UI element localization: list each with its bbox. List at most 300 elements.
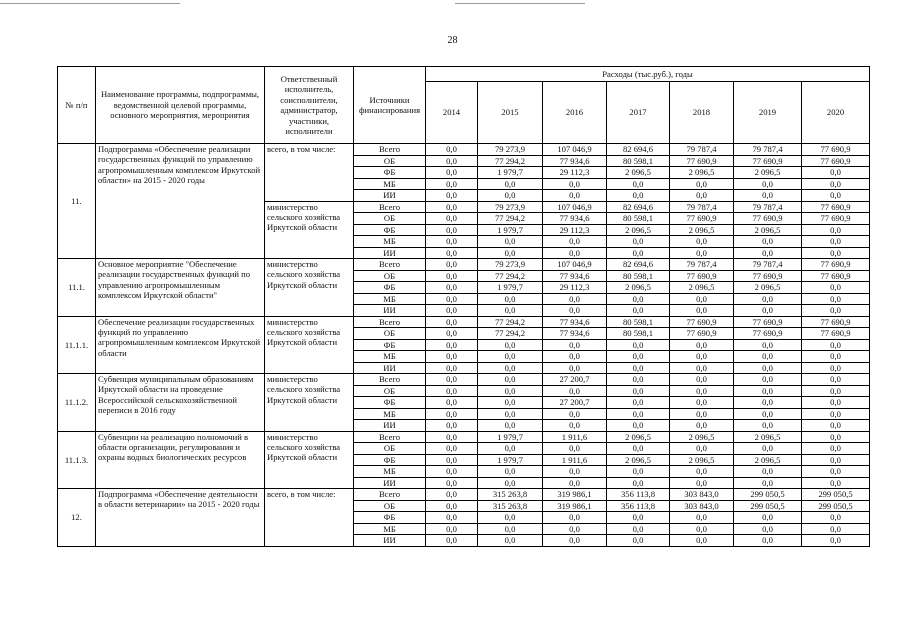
table-row [58,374,870,386]
value-cell: 2 096,5 [607,431,670,443]
value-cell: 2 096,5 [734,454,802,466]
value-cell: 0,0 [734,362,802,374]
value-cell: 0,0 [607,477,670,489]
value-cell: 29 112,3 [543,282,607,294]
value-cell: 0,0 [426,408,478,420]
value-cell: 0,0 [734,374,802,386]
value-cell: 80 598,1 [607,316,670,328]
value-cell: 107 046,9 [543,144,607,156]
value-cell: 0,0 [734,293,802,305]
value-cell: 0,0 [543,305,607,317]
value-cell: 0,0 [802,236,870,248]
value-cell: 0,0 [607,466,670,478]
value-cell: 0,0 [543,236,607,248]
value-cell: 0,0 [802,397,870,409]
value-cell: 77 690,9 [802,328,870,340]
value-cell: 1 979,7 [478,167,543,179]
value-cell: 0,0 [426,201,478,213]
value-cell: 0,0 [670,351,734,363]
source-cell: ИИ [354,362,426,374]
value-cell: 0,0 [734,535,802,547]
value-cell: 0,0 [802,351,870,363]
value-cell: 0,0 [543,339,607,351]
header-name: Наименование программы, подпрограммы, ведомственной целевой программы, основного мероприятия, мероприятия [96,67,265,144]
value-cell: 2 096,5 [607,454,670,466]
value-cell: 77 690,9 [802,155,870,167]
value-cell: 77 934,6 [543,155,607,167]
value-cell: 0,0 [670,178,734,190]
value-cell: 0,0 [802,374,870,386]
value-cell: 77 294,2 [478,316,543,328]
value-cell: 0,0 [426,305,478,317]
value-cell: 0,0 [426,374,478,386]
value-cell: 0,0 [670,374,734,386]
value-cell: 0,0 [478,397,543,409]
value-cell: 0,0 [734,339,802,351]
executor-cell: министерство сельского хозяйства Иркутской области [265,431,354,489]
value-cell: 0,0 [478,178,543,190]
value-cell: 0,0 [607,293,670,305]
value-cell: 0,0 [543,362,607,374]
source-cell: ФБ [354,454,426,466]
header-year: 2019 [734,82,802,144]
value-cell: 0,0 [543,178,607,190]
value-cell: 0,0 [426,523,478,535]
value-cell: 1 979,7 [478,454,543,466]
value-cell: 0,0 [543,420,607,432]
source-cell: ИИ [354,305,426,317]
value-cell: 0,0 [607,178,670,190]
value-cell: 2 096,5 [670,224,734,236]
value-cell: 0,0 [734,523,802,535]
value-cell: 319 986,1 [543,489,607,501]
section-name: Подпрограмма «Обеспечение реализации государственных функций по управлению агропромышленным комплексом Иркутской области» на 2015 - 2020 годы [96,144,265,259]
value-cell: 303 843,0 [670,489,734,501]
source-cell: ОБ [354,500,426,512]
value-cell: 0,0 [670,466,734,478]
value-cell: 0,0 [734,190,802,202]
value-cell: 0,0 [734,420,802,432]
source-cell: ФБ [354,339,426,351]
header-num: № п/п [58,67,96,144]
value-cell: 0,0 [426,512,478,524]
value-cell: 0,0 [607,420,670,432]
value-cell: 1 911,6 [543,454,607,466]
value-cell: 0,0 [734,466,802,478]
value-cell: 0,0 [543,466,607,478]
value-cell: 77 690,9 [802,259,870,271]
value-cell: 0,0 [543,443,607,455]
value-cell: 0,0 [607,351,670,363]
value-cell: 0,0 [543,512,607,524]
value-cell: 0,0 [543,190,607,202]
executor-cell: всего, в том числе: [265,489,354,547]
value-cell: 2 096,5 [670,454,734,466]
value-cell: 0,0 [426,443,478,455]
expenses-table [57,66,870,547]
header-year: 2018 [670,82,734,144]
value-cell: 0,0 [802,420,870,432]
value-cell: 77 690,9 [802,144,870,156]
value-cell: 0,0 [607,190,670,202]
value-cell: 0,0 [670,236,734,248]
value-cell: 0,0 [802,305,870,317]
source-cell: ОБ [354,328,426,340]
section-name: Субвенции на реализацию полномочий в области организации, регулирования и охраны водных биологических ресурсов [96,431,265,489]
value-cell: 0,0 [670,339,734,351]
value-cell: 0,0 [426,535,478,547]
value-cell: 0,0 [670,190,734,202]
source-cell: МБ [354,236,426,248]
section-name: Основное мероприятие "Обеспечение реализации государственных функций по управлению агропромышленным комплексом Иркутской области" [96,259,265,317]
source-cell: ОБ [354,155,426,167]
value-cell: 0,0 [607,443,670,455]
value-cell: 0,0 [734,178,802,190]
executor-cell: министерство сельского хозяйства Иркутской области [265,374,354,432]
value-cell: 79 273,9 [478,144,543,156]
value-cell: 77 690,9 [734,213,802,225]
value-cell: 0,0 [734,385,802,397]
value-cell: 0,0 [478,362,543,374]
value-cell: 0,0 [607,397,670,409]
source-cell: Всего [354,431,426,443]
value-cell: 0,0 [426,466,478,478]
value-cell: 77 934,6 [543,213,607,225]
source-cell: ИИ [354,190,426,202]
value-cell: 299 050,5 [802,489,870,501]
value-cell: 77 294,2 [478,155,543,167]
value-cell: 77 294,2 [478,213,543,225]
value-cell: 77 690,9 [670,316,734,328]
source-cell: ИИ [354,535,426,547]
value-cell: 0,0 [802,282,870,294]
value-cell: 79 787,4 [670,144,734,156]
value-cell: 77 934,6 [543,270,607,282]
value-cell: 0,0 [478,512,543,524]
section-name: Обеспечение реализации государственных функций по управлению агропромышленным комплексом Иркутской области [96,316,265,374]
table-row [58,489,870,501]
value-cell: 0,0 [670,397,734,409]
value-cell: 1 979,7 [478,224,543,236]
value-cell: 0,0 [426,454,478,466]
value-cell: 77 690,9 [734,316,802,328]
value-cell: 79 787,4 [734,259,802,271]
value-cell: 0,0 [670,535,734,547]
source-cell: ФБ [354,224,426,236]
value-cell: 0,0 [670,512,734,524]
value-cell: 0,0 [426,431,478,443]
scan-artifact [455,3,585,4]
value-cell: 0,0 [670,523,734,535]
value-cell: 0,0 [607,236,670,248]
value-cell: 303 843,0 [670,500,734,512]
value-cell: 0,0 [478,443,543,455]
value-cell: 79 273,9 [478,201,543,213]
table-row [58,316,870,328]
source-cell: ФБ [354,282,426,294]
value-cell: 0,0 [478,420,543,432]
value-cell: 299 050,5 [802,500,870,512]
value-cell: 0,0 [734,351,802,363]
value-cell: 0,0 [670,477,734,489]
header-expenses: Расходы (тыс.руб.), годы [426,67,870,82]
source-cell: ОБ [354,270,426,282]
value-cell: 29 112,3 [543,167,607,179]
scan-artifact [0,3,180,4]
value-cell: 0,0 [543,408,607,420]
value-cell: 27 200,7 [543,374,607,386]
value-cell: 0,0 [802,408,870,420]
value-cell: 77 690,9 [670,270,734,282]
value-cell: 356 113,8 [607,489,670,501]
source-cell: МБ [354,523,426,535]
value-cell: 2 096,5 [734,282,802,294]
value-cell: 0,0 [426,155,478,167]
value-cell: 0,0 [802,247,870,259]
value-cell: 0,0 [802,339,870,351]
value-cell: 0,0 [478,190,543,202]
value-cell: 0,0 [426,500,478,512]
value-cell: 77 690,9 [670,213,734,225]
source-cell: ОБ [354,443,426,455]
value-cell: 77 690,9 [670,155,734,167]
value-cell: 0,0 [802,454,870,466]
value-cell: 0,0 [802,362,870,374]
value-cell: 0,0 [670,305,734,317]
value-cell: 0,0 [734,512,802,524]
value-cell: 0,0 [426,397,478,409]
value-cell: 0,0 [478,293,543,305]
value-cell: 79 787,4 [734,144,802,156]
value-cell: 77 690,9 [734,155,802,167]
executor-cell: министерство сельского хозяйства Иркутской области [265,201,354,259]
value-cell: 0,0 [543,477,607,489]
section-name: Субвенция муниципальным образованиям Иркутской области на проведение Всероссийской сельскохозяйственной переписи в 2016 году [96,374,265,432]
value-cell: 0,0 [426,213,478,225]
value-cell: 0,0 [478,247,543,259]
value-cell: 356 113,8 [607,500,670,512]
value-cell: 0,0 [478,385,543,397]
value-cell: 0,0 [478,351,543,363]
value-cell: 0,0 [478,523,543,535]
section-code: 12. [58,489,96,547]
value-cell: 0,0 [670,420,734,432]
value-cell: 0,0 [478,236,543,248]
value-cell: 80 598,1 [607,270,670,282]
header-year: 2015 [478,82,543,144]
value-cell: 315 263,8 [478,489,543,501]
page-number: 28 [447,35,458,46]
value-cell: 0,0 [426,247,478,259]
value-cell: 82 694,6 [607,201,670,213]
value-cell: 0,0 [543,351,607,363]
section-code: 11.1.2. [58,374,96,432]
source-cell: МБ [354,351,426,363]
source-cell: МБ [354,178,426,190]
value-cell: 0,0 [426,293,478,305]
source-cell: МБ [354,293,426,305]
value-cell: 2 096,5 [607,167,670,179]
value-cell: 0,0 [802,512,870,524]
value-cell: 0,0 [670,293,734,305]
value-cell: 0,0 [426,328,478,340]
value-cell: 0,0 [670,247,734,259]
header-executor: Ответственный исполнитель, соисполнители, администратор, участники, исполнители [265,67,354,144]
value-cell: 2 096,5 [734,224,802,236]
value-cell: 79 787,4 [670,201,734,213]
table-row [58,144,870,156]
value-cell: 0,0 [426,420,478,432]
source-cell: Всего [354,259,426,271]
value-cell: 0,0 [802,178,870,190]
value-cell: 0,0 [426,190,478,202]
value-cell: 79 787,4 [670,259,734,271]
value-cell: 80 598,1 [607,328,670,340]
value-cell: 0,0 [802,523,870,535]
value-cell: 0,0 [478,466,543,478]
value-cell: 0,0 [426,270,478,282]
value-cell: 0,0 [734,247,802,259]
value-cell: 0,0 [543,385,607,397]
value-cell: 0,0 [543,247,607,259]
value-cell: 0,0 [426,224,478,236]
source-cell: ОБ [354,213,426,225]
value-cell: 0,0 [670,443,734,455]
value-cell: 0,0 [607,385,670,397]
value-cell: 0,0 [607,535,670,547]
value-cell: 2 096,5 [670,282,734,294]
table-row [58,259,870,271]
value-cell: 0,0 [543,535,607,547]
value-cell: 0,0 [426,362,478,374]
value-cell: 0,0 [607,362,670,374]
value-cell: 0,0 [478,477,543,489]
header-source: Источники финансирования [354,67,426,144]
value-cell: 0,0 [426,282,478,294]
value-cell: 0,0 [426,144,478,156]
source-cell: ОБ [354,385,426,397]
value-cell: 77 690,9 [802,270,870,282]
header-year: 2014 [426,82,478,144]
value-cell: 0,0 [607,305,670,317]
value-cell: 2 096,5 [734,431,802,443]
value-cell: 0,0 [426,477,478,489]
value-cell: 0,0 [607,408,670,420]
source-cell: ФБ [354,397,426,409]
value-cell: 2 096,5 [607,224,670,236]
value-cell: 0,0 [734,397,802,409]
value-cell: 107 046,9 [543,259,607,271]
value-cell: 0,0 [426,339,478,351]
value-cell: 0,0 [734,236,802,248]
value-cell: 79 787,4 [734,201,802,213]
value-cell: 0,0 [478,374,543,386]
value-cell: 2 096,5 [607,282,670,294]
value-cell: 2 096,5 [670,431,734,443]
value-cell: 0,0 [802,224,870,236]
value-cell: 0,0 [670,408,734,420]
source-cell: ФБ [354,167,426,179]
source-cell: ИИ [354,247,426,259]
value-cell: 0,0 [670,385,734,397]
value-cell: 77 690,9 [670,328,734,340]
value-cell: 77 690,9 [802,201,870,213]
value-cell: 0,0 [734,443,802,455]
section-code: 11. [58,144,96,259]
value-cell: 0,0 [426,236,478,248]
value-cell: 0,0 [478,305,543,317]
value-cell: 0,0 [607,512,670,524]
value-cell: 0,0 [426,316,478,328]
source-cell: Всего [354,489,426,501]
header-year: 2020 [802,82,870,144]
value-cell: 315 263,8 [478,500,543,512]
source-cell: Всего [354,201,426,213]
value-cell: 0,0 [426,167,478,179]
value-cell: 107 046,9 [543,201,607,213]
source-cell: Всего [354,374,426,386]
source-cell: Всего [354,144,426,156]
header-year: 2017 [607,82,670,144]
value-cell: 2 096,5 [670,167,734,179]
header-year: 2016 [543,82,607,144]
value-cell: 77 690,9 [802,316,870,328]
value-cell: 0,0 [607,247,670,259]
value-cell: 0,0 [478,408,543,420]
value-cell: 0,0 [734,477,802,489]
value-cell: 77 690,9 [734,270,802,282]
value-cell: 79 273,9 [478,259,543,271]
value-cell: 299 050,5 [734,500,802,512]
value-cell: 77 934,6 [543,328,607,340]
value-cell: 1 979,7 [478,431,543,443]
value-cell: 77 690,9 [802,213,870,225]
value-cell: 319 986,1 [543,500,607,512]
value-cell: 77 934,6 [543,316,607,328]
value-cell: 0,0 [670,362,734,374]
section-code: 11.1.1. [58,316,96,374]
value-cell: 0,0 [734,408,802,420]
value-cell: 0,0 [426,489,478,501]
value-cell: 0,0 [734,305,802,317]
executor-cell: министерство сельского хозяйства Иркутской области [265,316,354,374]
value-cell: 0,0 [802,535,870,547]
value-cell: 0,0 [802,167,870,179]
value-cell: 299 050,5 [734,489,802,501]
source-cell: МБ [354,466,426,478]
value-cell: 0,0 [802,443,870,455]
value-cell: 0,0 [478,535,543,547]
value-cell: 77 690,9 [734,328,802,340]
value-cell: 0,0 [802,477,870,489]
source-cell: Всего [354,316,426,328]
value-cell: 1 979,7 [478,282,543,294]
value-cell: 0,0 [802,293,870,305]
executor-cell: министерство сельского хозяйства Иркутской области [265,259,354,317]
source-cell: ИИ [354,420,426,432]
value-cell: 2 096,5 [734,167,802,179]
value-cell: 80 598,1 [607,213,670,225]
value-cell: 1 911,6 [543,431,607,443]
value-cell: 0,0 [543,523,607,535]
value-cell: 0,0 [802,190,870,202]
section-code: 11.1. [58,259,96,317]
value-cell: 0,0 [802,385,870,397]
section-name: Подпрограмма «Обеспечение деятельности в области ветеринарии» на 2015 - 2020 годы [96,489,265,547]
section-code: 11.1.3. [58,431,96,489]
value-cell: 0,0 [607,374,670,386]
value-cell: 77 294,2 [478,328,543,340]
